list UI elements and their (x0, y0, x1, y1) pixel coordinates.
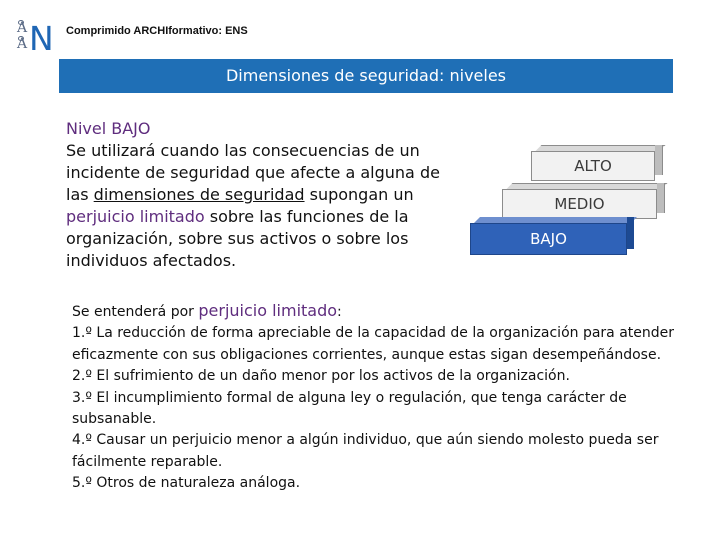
logo (14, 20, 54, 58)
logo-a-bottom: A (17, 36, 28, 52)
definition-block (72, 300, 692, 495)
level-medio-block: MEDIO (502, 189, 657, 219)
definition-item-2: 2.º El sufrimiento de un daño menor por los activos de la organización. (72, 368, 570, 385)
definition-item-5: 5.º Otros de naturaleza análoga. (72, 475, 301, 492)
document-title: Comprimido ARCHIformativo: ENS (66, 25, 248, 37)
medio-side-face (657, 183, 665, 213)
intro-heading: Nivel BAJO (66, 119, 151, 138)
level-alto-block: ALTO (531, 151, 655, 181)
definition-item-1: 1.º La reducción de forma apreciable de la capacidad de la organización para atender eficazmente con sus obligaciones corrientes, aunque estas sigan desempeñándose. (72, 325, 675, 363)
level-bajo-block: BAJO (470, 223, 627, 255)
logo-n: N (29, 19, 54, 58)
bajo-side-face (627, 217, 634, 249)
intro-text-2: supongan un (304, 185, 414, 204)
slide-title-banner: Dimensiones de seguridad: niveles (59, 59, 673, 93)
levels-diagram (468, 143, 698, 263)
intro-text-3: sobre las funciones de la organización, sobre sus activos o sobre los individuos afectados. (66, 207, 409, 270)
logo-a-top: A (17, 20, 28, 36)
intro-block (66, 118, 456, 272)
definition-item-3: 3.º El incumplimiento formal de alguna ley o regulación, que tenga carácter de subsanable. (72, 389, 627, 428)
definition-item-4: 4.º Causar un perjuicio menor a algún individuo, que aún siendo molesto pueda ser fácilmente reparable. (72, 432, 659, 470)
definition-lead-end: : (337, 304, 342, 320)
definition-lead-highlight: perjuicio limitado (198, 301, 338, 320)
alto-side-face (655, 145, 663, 175)
intro-underlined: dimensiones de seguridad (93, 185, 305, 204)
intro-paragraph (66, 140, 456, 272)
definition-lead (72, 300, 692, 323)
intro-text-1: Se utilizará cuando las consecuencias de un incidente de seguridad que afecte a alguna de las (66, 141, 440, 204)
definition-lead-text: Se entenderá por (72, 304, 199, 320)
intro-highlight: perjuicio limitado (66, 207, 205, 226)
